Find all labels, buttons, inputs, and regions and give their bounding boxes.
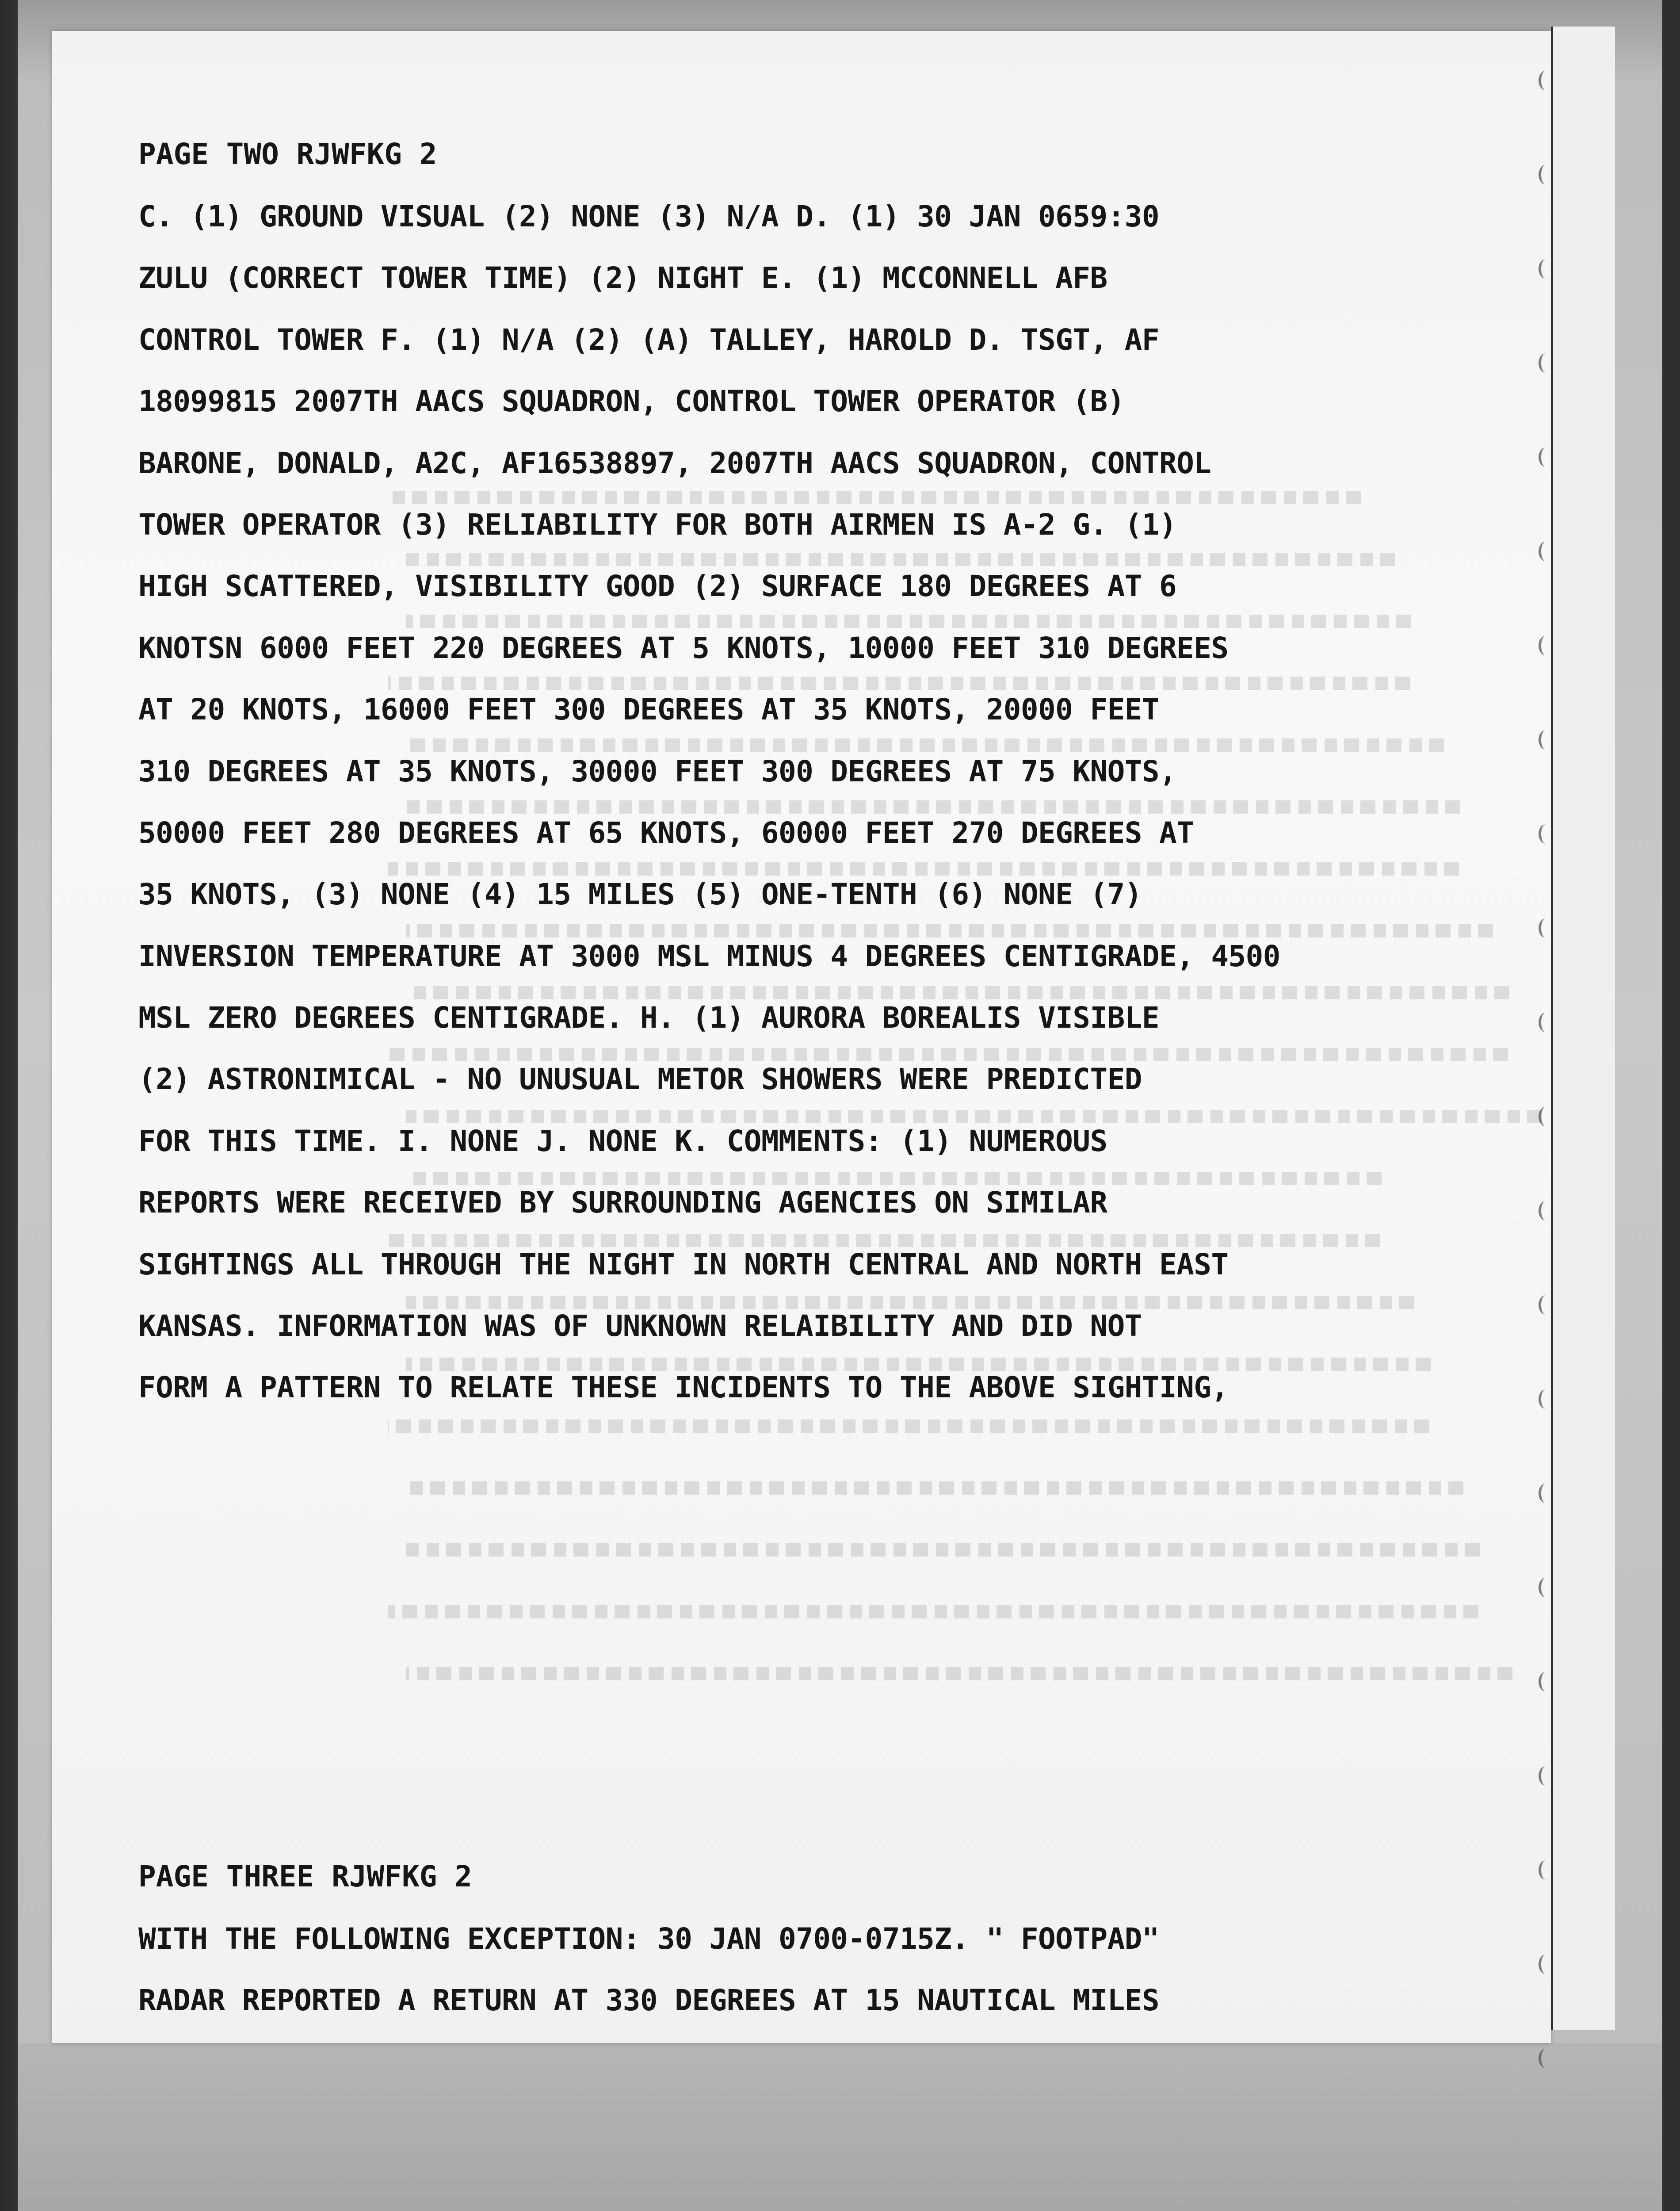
- text-line: KNOTSN 6000 FEET 220 DEGREES AT 5 KNOTS, 10000 FEET 310 DEGREES: [138, 631, 1229, 665]
- text-line: 310 DEGREES AT 35 KNOTS, 30000 FEET 300 DEGREES AT 75 KNOTS,: [138, 754, 1177, 788]
- perforated-margin-strip: [1551, 27, 1615, 2030]
- bleed-through-line: [406, 1543, 1480, 1557]
- text-line: ZULU (CORRECT TOWER TIME) (2) NIGHT E. (1) MCCONNELL AFB: [138, 261, 1107, 295]
- text-line: INVERSION TEMPERATURE AT 3000 MSL MINUS 4 DEGREES CENTIGRADE, 4500: [138, 939, 1280, 973]
- text-line: HIGH SCATTERED, VISIBILITY GOOD (2) SURFACE 180 DEGREES AT 6: [138, 569, 1177, 604]
- text-line: BARONE, DONALD, A2C, AF16538897, 2007TH AACS SQUADRON, CONTROL: [138, 446, 1211, 480]
- text-line: 18099815 2007TH AACS SQUADRON, CONTROL TOWER OPERATOR (B): [138, 384, 1125, 419]
- text-line: AT 20 KNOTS, 16000 FEET 300 DEGREES AT 35 KNOTS, 20000 FEET: [138, 692, 1159, 727]
- text-line: CONTROL TOWER F. (1) N/A (2) (A) TALLEY, HAROLD D. TSGT, AF: [138, 322, 1159, 357]
- bleed-through-line: [388, 1419, 1429, 1433]
- text-line: TOWER OPERATOR (3) RELIABILITY FOR BOTH AIRMEN IS A-2 G. (1): [138, 507, 1177, 542]
- page-two-header: PAGE TWO RJWFKG 2: [138, 137, 437, 171]
- page-three-header: PAGE THREE RJWFKG 2: [138, 1859, 472, 1894]
- text-line: FORM A PATTERN TO RELATE THESE INCIDENTS TO THE ABOVE SIGHTING,: [138, 1370, 1229, 1405]
- text-line: RADAR REPORTED A RETURN AT 330 DEGREES AT 15 NAUTICAL MILES: [138, 1983, 1159, 2018]
- text-line: MSL ZERO DEGREES CENTIGRADE. H. (1) AURORA BOREALIS VISIBLE: [138, 1001, 1159, 1035]
- text-line: WITH THE FOLLOWING EXCEPTION: 30 JAN 0700-0715Z. " FOOTPAD": [138, 1922, 1159, 1956]
- tractor-hole: [1539, 2049, 1553, 2068]
- text-line: KANSAS. INFORMATION WAS OF UNKNOWN RELAIBILITY AND DID NOT: [138, 1309, 1142, 1343]
- text-line: FOR THIS TIME. I. NONE J. NONE K. COMMENTS: (1) NUMEROUS: [138, 1124, 1107, 1158]
- teletype-page: [52, 31, 1551, 2043]
- text-line: SIGHTINGS ALL THROUGH THE NIGHT IN NORTH CENTRAL AND NORTH EAST: [138, 1247, 1229, 1281]
- text-line: 50000 FEET 280 DEGREES AT 65 KNOTS, 60000 FEET 270 DEGREES AT: [138, 815, 1194, 850]
- lower-blank-area: [18, 2043, 1662, 2211]
- page-two-body: [138, 186, 1280, 1419]
- bleed-through-line: [388, 1605, 1478, 1618]
- text-line: C. (1) GROUND VISUAL (2) NONE (3) N/A D. (1) 30 JAN 0659:30: [138, 199, 1159, 233]
- bleed-through-line: [406, 1481, 1463, 1495]
- text-line: 35 KNOTS, (3) NONE (4) 15 MILES (5) ONE-TENTH (6) NONE (7): [138, 877, 1142, 912]
- bleed-through-line: [406, 1667, 1512, 1680]
- text-line: (2) ASTRONIMICAL - NO UNUSUAL METOR SHOWERS WERE PREDICTED: [138, 1062, 1142, 1097]
- page-three-body: [138, 1908, 1159, 2031]
- text-line: REPORTS WERE RECEIVED BY SURROUNDING AGENCIES ON SIMILAR: [138, 1186, 1107, 1220]
